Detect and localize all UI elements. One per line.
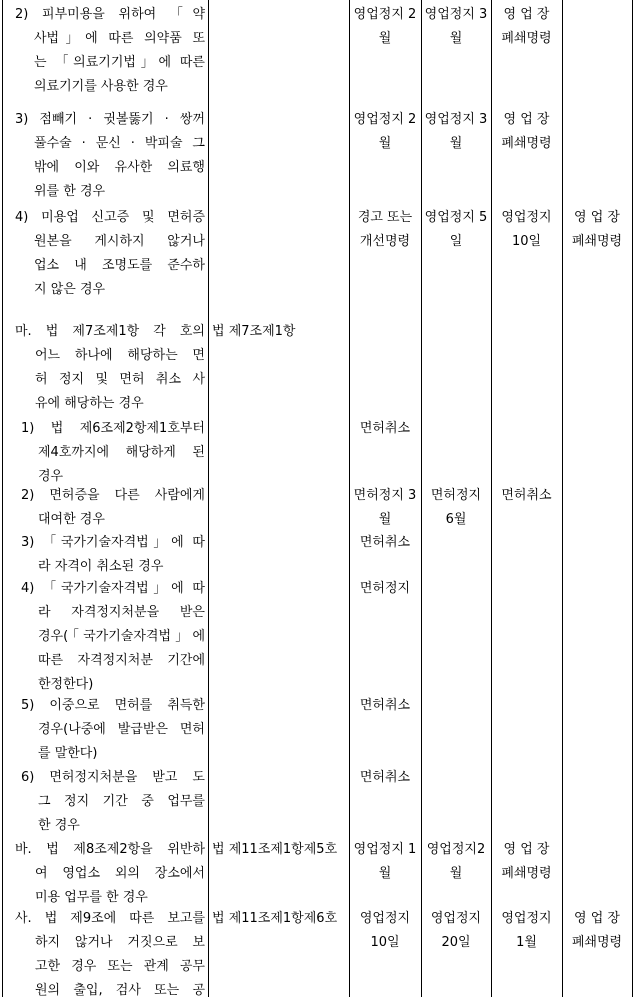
violation-text-line: 5) 이중으로 면허를 취득한 [21, 698, 205, 713]
violation-text-line: 2) 면허증을 다른 사람에게 [21, 488, 205, 503]
violation-text-line: 하지 않거나 거짓으로 보 [35, 935, 205, 950]
violation-text-line: 경우(나중에 발급받은 면허 [38, 722, 205, 737]
legal-basis-cell: 법 제7조제1항 [212, 324, 296, 339]
penalty-text-line: 영업정지 [501, 210, 552, 225]
violation-text-line: 3) 「국가기술자격법」에 따 [21, 535, 205, 550]
violation-text-line: 경우 [38, 469, 64, 484]
violation-text-line: 라 자격이 취소된 경우 [38, 559, 164, 574]
penalty-text-line: 면허정지 3 [353, 488, 417, 503]
penalty-text-line: 영업정지 [359, 911, 411, 926]
violation-cell [3, 206, 207, 302]
violation-text-line: 어느 하나에 해당하는 면 [35, 348, 205, 363]
penalty-text-line: 면허취소 [359, 535, 411, 550]
violation-text-line: 의료기기를 사용한 경우 [34, 79, 168, 94]
penalty-text-line: 월 [378, 866, 392, 881]
violation-cell [3, 417, 207, 489]
violation-cell [3, 531, 207, 579]
violation-text-line: 한 경우 [38, 818, 80, 833]
penalty-text-line: 폐쇄명령 [571, 234, 623, 249]
penalty-text-line: 영업정지 2 [353, 112, 417, 127]
violation-text-line: 여 영업소 외의 장소에서 [35, 866, 205, 881]
penalty-3rd-cell [492, 206, 561, 254]
penalty-text-line: 월 [378, 136, 392, 151]
penalty-text-line: 영 업 장 [503, 842, 550, 857]
penalty-2nd-cell [422, 108, 490, 156]
violation-text-line: 경우(「국가기술자격법」에 [38, 629, 205, 644]
violation-text-line: 는 「의료기기법」에 따른 [34, 55, 205, 70]
violation-text-line: 대여한 경우 [38, 512, 105, 527]
violation-text-line: 4) 미용업 신고증 및 면허증 [15, 210, 205, 225]
penalty-text-line: 면허취소 [501, 488, 552, 503]
violation-text-line: 업소 내 조명도를 준수하 [34, 258, 205, 273]
violation-cell [3, 108, 207, 204]
penalty-text-line: 영 업 장 [503, 7, 550, 22]
penalty-text-line: 영업정지 [501, 911, 552, 926]
penalty-text-line: 영업정지2 [426, 842, 486, 857]
violation-text-line: 3) 점빼기 · 귓볼뚫기 · 쌍꺼 [15, 112, 205, 127]
penalty-text-line: 영 업 장 [574, 210, 620, 225]
violation-text-line: 를 말한다) [38, 746, 98, 761]
violation-cell [3, 907, 207, 997]
violation-cell [3, 320, 207, 416]
legal-basis-cell: 법 제11조제1항제5호 [212, 842, 338, 857]
penalty-text-line: 일 [449, 234, 463, 249]
column-divider [632, 0, 633, 997]
violation-cell [3, 484, 207, 532]
violation-text-line: 따른 자격정지처분 기간에 [38, 653, 205, 668]
violation-text-line: 4) 「국가기술자격법」에 따 [21, 581, 205, 596]
penalty-text-line: 영업정지 5 [424, 210, 488, 225]
penalty-text-line: 폐쇄명령 [501, 866, 552, 881]
penalty-text-line: 면허취소 [359, 698, 411, 713]
penalty-4th-cell [563, 206, 631, 254]
penalty-text-line: 월 [449, 31, 463, 46]
legal-basis-cell: 법 제11조제1항제6호 [212, 911, 338, 926]
violation-text-line: 바. 법 제8조제2항을 위반하 [15, 842, 205, 857]
column-divider [562, 0, 563, 997]
penalty-text-line: 영업정지 1 [353, 842, 417, 857]
violation-cell [3, 766, 207, 838]
violation-text-line: 그 정지 기간 중 업무를 [38, 794, 205, 809]
penalty-text-line: 20일 [441, 935, 471, 950]
violation-text-line: 제4호까지에 해당하게 된 [38, 445, 205, 460]
penalty-text-line: 월 [378, 512, 392, 527]
penalty-text-line: 영업정지 3 [424, 7, 488, 22]
penalty-text-line: 경고 또는 [357, 210, 413, 225]
violation-text-line: 허 정지 및 면허 취소 사 [35, 372, 205, 387]
violation-text-line: 마. 법 제7조제1항 각 호의 [15, 324, 205, 339]
penalty-text-line: 영업정지 [430, 911, 482, 926]
violation-text-line: 2) 피부미용을 위하여 「약 [15, 7, 205, 22]
penalty-1st-cell [350, 766, 420, 790]
violation-text-line: 원의 출입, 검사 또는 공 [35, 983, 205, 997]
penalty-text-line: 면허정지 [430, 488, 482, 503]
violation-text-line: 사법」에 따른 의약품 또 [34, 31, 205, 46]
violation-text-line: 고한 경우 또는 관계 공무 [35, 959, 205, 974]
penalty-3rd-cell [492, 907, 561, 955]
penalty-3rd-cell [492, 108, 561, 156]
penalty-text-line: 영 업 장 [503, 112, 550, 127]
penalty-1st-cell [350, 206, 420, 254]
penalty-2nd-cell [422, 838, 490, 886]
penalty-1st-cell [350, 694, 420, 718]
violation-cell [3, 694, 207, 766]
violation-text-line: 풀수술 · 문신 · 박피술 그 [34, 136, 205, 151]
penalty-1st-cell [350, 907, 420, 955]
penalty-text-line: 월 [449, 136, 463, 151]
violation-text-line: 1) 법 제6조제2항제1호부터 [21, 421, 205, 436]
penalty-1st-cell [350, 108, 420, 156]
penalty-1st-cell [350, 531, 420, 555]
penalty-text-line: 개선명령 [359, 234, 411, 249]
violation-text-line: 6) 면허정지처분을 받고 도 [21, 770, 205, 785]
penalty-text-line: 영 업 장 [574, 911, 620, 926]
penalty-2nd-cell [422, 3, 490, 51]
penalty-1st-cell [350, 838, 420, 886]
penalty-2nd-cell [422, 907, 490, 955]
violation-text-line: 원본을 게시하지 않거나 [34, 234, 205, 249]
violation-text-line: 위를 한 경우 [34, 184, 106, 199]
violation-text-line: 사. 법 제9조에 따른 보고를 [15, 911, 205, 926]
column-divider [208, 0, 209, 997]
penalty-3rd-cell [492, 484, 561, 508]
penalty-2nd-cell [422, 484, 490, 532]
violation-text-line: 유에 해당하는 경우 [35, 396, 144, 411]
penalty-3rd-cell [492, 3, 561, 51]
penalty-1st-cell [350, 484, 420, 532]
penalty-1st-cell [350, 417, 420, 441]
violation-text-line: 밖에 이와 유사한 의료행 [34, 160, 205, 175]
penalty-text-line: 폐쇄명령 [501, 31, 552, 46]
violation-cell [3, 838, 207, 910]
penalty-text-line: 월 [378, 31, 392, 46]
penalty-text-line: 월 [449, 866, 463, 881]
penalty-text-line: 면허취소 [359, 770, 411, 785]
penalty-1st-cell [350, 577, 420, 601]
violation-text-line: 한정한다) [38, 677, 94, 692]
violation-cell [3, 577, 207, 697]
penalty-text-line: 10일 [370, 935, 400, 950]
penalty-text-line: 면허정지 [359, 581, 411, 596]
penalty-text-line: 면허취소 [359, 421, 411, 436]
penalty-text-line: 영업정지 2 [353, 7, 417, 22]
violation-text-line: 라 자격정지처분을 받은 [38, 605, 205, 620]
violation-cell [3, 3, 207, 99]
penalty-1st-cell [350, 3, 420, 51]
penalty-text-line: 폐쇄명령 [501, 136, 552, 151]
penalty-text-line: 10일 [511, 234, 542, 249]
violation-text-line: 지 않은 경우 [34, 282, 106, 297]
penalty-text-line: 폐쇄명령 [571, 935, 623, 950]
violation-text-line: 미용 업무를 한 경우 [35, 890, 148, 905]
penalty-text-line: 1월 [516, 935, 537, 950]
penalty-text-line: 6월 [445, 512, 467, 527]
penalty-2nd-cell [422, 206, 490, 254]
penalty-4th-cell [563, 907, 631, 955]
penalty-text-line: 영업정지 3 [424, 112, 488, 127]
penalty-3rd-cell [492, 838, 561, 886]
